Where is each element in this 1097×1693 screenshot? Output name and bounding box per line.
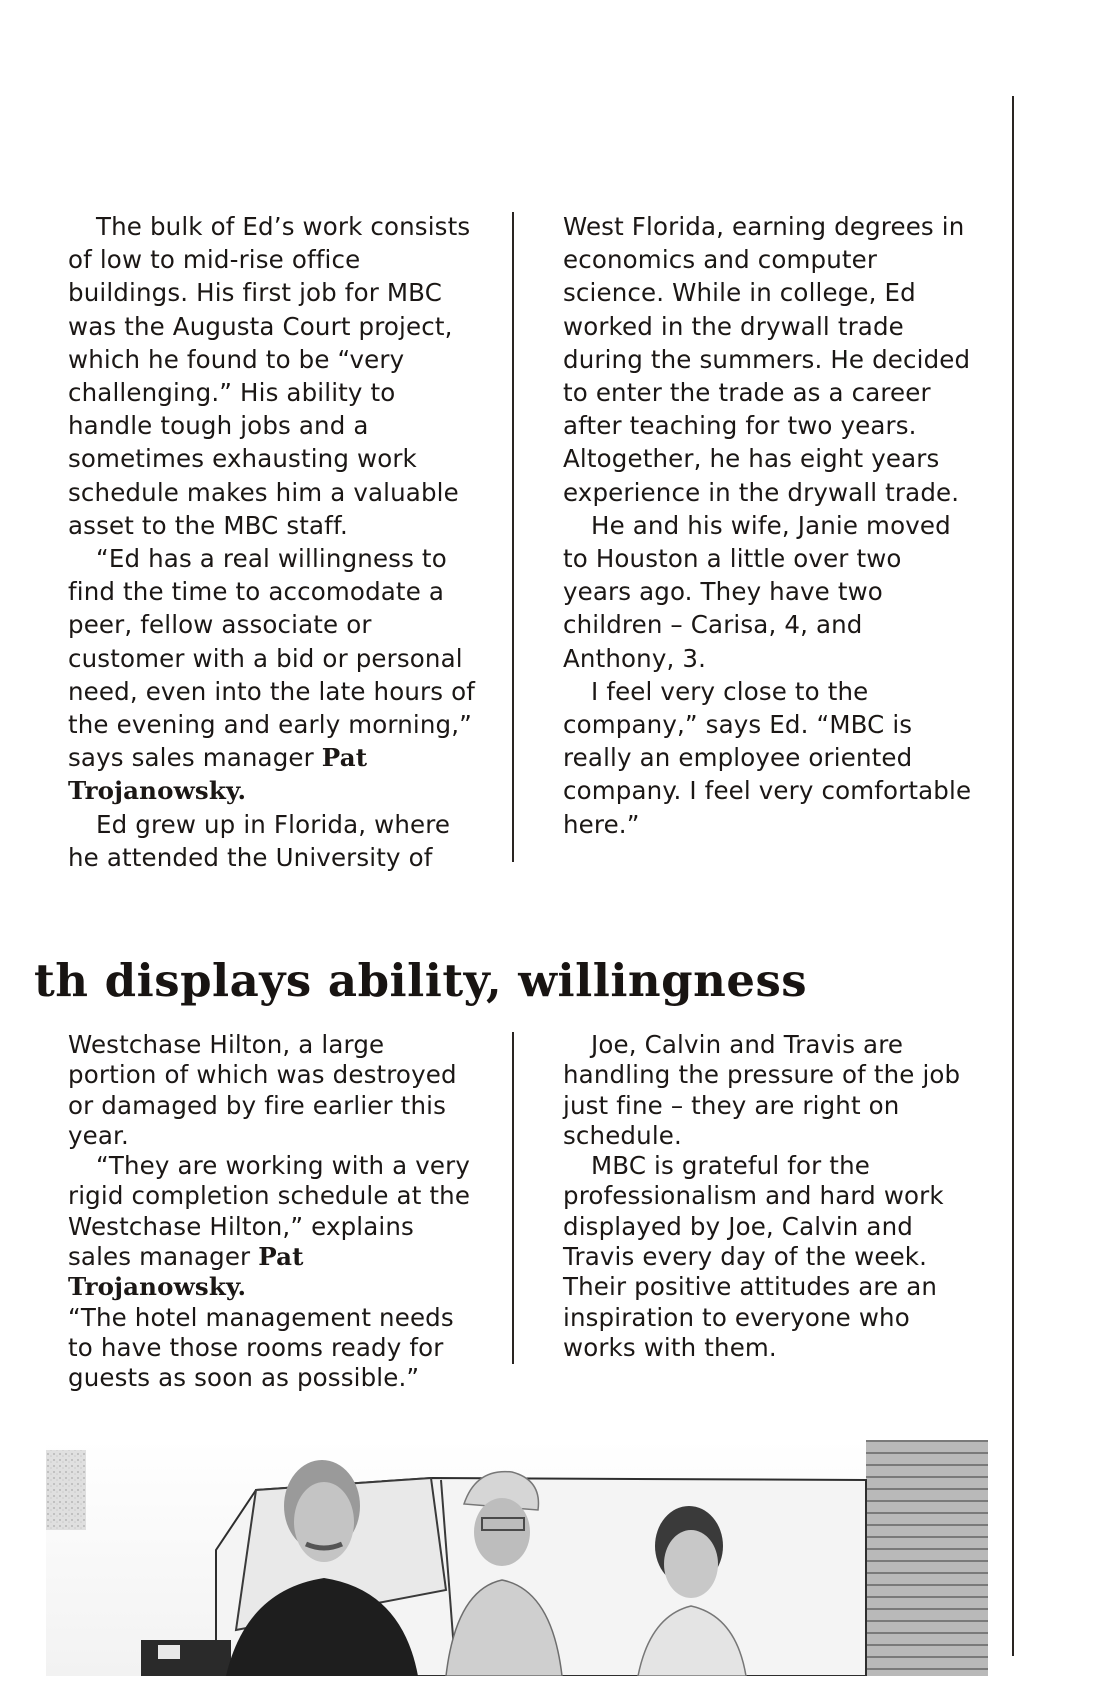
truck-headlight <box>158 1645 180 1659</box>
lower-left-quote: “They are working with a very rigid completion schedule at the Westchase Hilton,” explains sales manager <box>68 1151 471 1272</box>
upper-right-paragraph-1: West Florida, earning degrees in economics and computer science. While in college, Ed worked in the drywall trade during the summers. He decided to enter the trade as a career after teaching for two years. Altogether, he has eight years experience in the drywall trade. <box>563 212 971 507</box>
upper-right-column <box>563 210 973 841</box>
man-right-face <box>664 1530 718 1598</box>
truck-grille <box>141 1640 231 1676</box>
lower-right-column <box>563 1030 973 1363</box>
lower-column-divider <box>512 1032 514 1364</box>
lower-left-paragraph-3: “The hotel management needs to have those rooms ready for guests as soon as possible.” <box>68 1302 454 1393</box>
crew-photo <box>46 1440 988 1676</box>
lower-left-paragraph-2 <box>68 1151 480 1302</box>
upper-right-paragraph-3: I feel very close to the company,” says Ed. “MBC is really an employee oriented company. I feel very comfortable here.” <box>563 676 972 839</box>
lower-left-column <box>68 1030 480 1394</box>
building-siding <box>866 1440 988 1676</box>
photo-foliage <box>46 1450 86 1530</box>
article-headline: th displays ability, willingness <box>34 954 808 1007</box>
upper-left-manager-name: Pat Trojanowsky. <box>68 743 368 806</box>
man-center-face <box>474 1498 530 1566</box>
upper-left-paragraph-2 <box>68 542 476 808</box>
lower-left-paragraph-1: Westchase Hilton, a large portion of which was destroyed or damaged by fire earlier this year. <box>68 1030 457 1150</box>
upper-left-quote: “Ed has a real willingness to find the time to accomodate a peer, fellow associate or customer with a bid or personal need, even into the late hours of the evening and early morning,” says sales manager <box>68 544 475 773</box>
crew-photo-drawing <box>46 1440 988 1676</box>
upper-right-paragraph-2: He and his wife, Janie moved to Houston a little over two years ago. They have two children – Carisa, 4, and Anthony, 3. <box>563 510 951 673</box>
upper-left-column <box>68 210 476 874</box>
lower-left-manager-name: Pat Trojanowsky. <box>68 1242 304 1302</box>
upper-left-paragraph-3: Ed grew up in Florida, where he attended the University of <box>68 809 451 872</box>
upper-column-divider <box>512 212 514 862</box>
upper-left-paragraph-1: The bulk of Ed’s work consists of low to mid-rise office buildings. His first job for MBC was the Augusta Court project, which he found to be “very challenging.” His ability to handle tough jobs and a sometimes exhausting work schedule makes him a valuable asset to the MBC staff. <box>68 212 471 540</box>
lower-right-paragraph-2: MBC is grateful for the professionalism and hard work displayed by Joe, Calvin and Travis every day of the week. Their positive attitudes are an inspiration to everyone who works with them. <box>563 1151 944 1362</box>
lower-right-paragraph-1: Joe, Calvin and Travis are handling the pressure of the job just fine – they are right on schedule. <box>563 1030 961 1150</box>
page-edge-rule <box>1012 96 1014 1656</box>
